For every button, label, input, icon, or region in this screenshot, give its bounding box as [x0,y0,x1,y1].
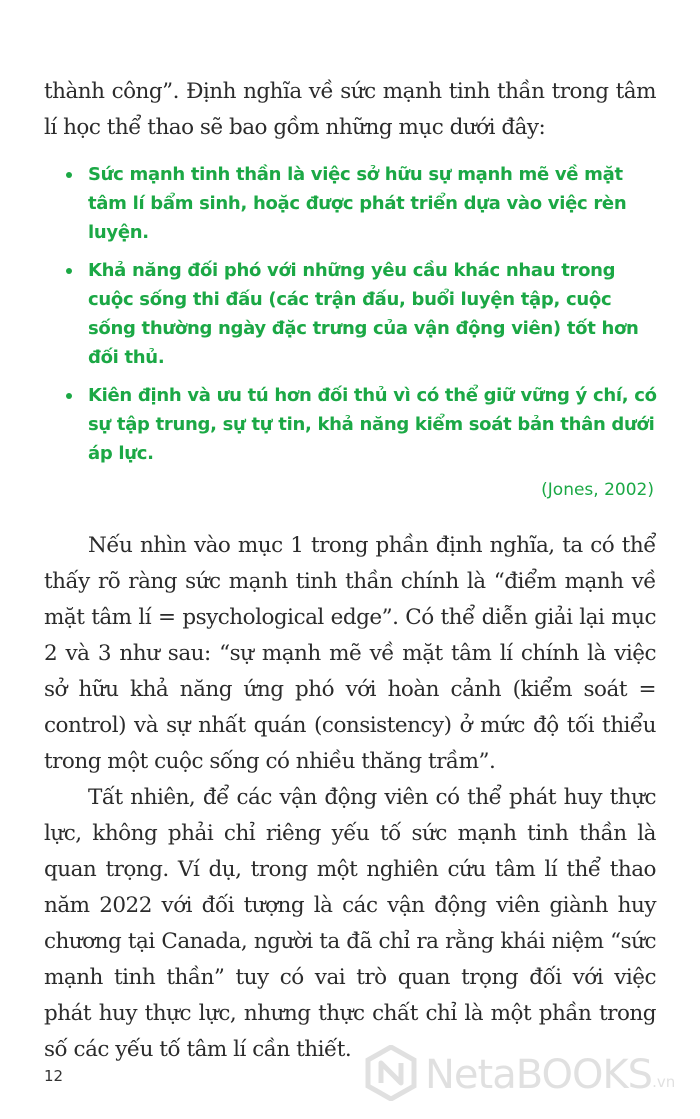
body-paragraph-2: Nếu nhìn vào mục 1 trong phần định nghĩa, ta có thể thấy rõ ràng sức mạnh tinh thần chính là “điểm mạnh về mặt tâm lí = psychological edge”. Có thể diễn giải lại mục 2 và 3 như sau: “sự mạnh mẽ về mặt tâm lí chính là việc sở hữu khả năng ứng phó với hoàn cảnh (kiểm soát = control) và sự nhất quán (consistency) ở mức độ tối thiểu trong một cuộc sống có nhiều thăng trầm”. [44,533,656,774]
watermark-brand: NetaBOOKS [425,1052,653,1098]
definition-item-1: Sức mạnh tinh thần là việc sở hữu sự mạnh mẽ về mặt tâm lí bẩm sinh, hoặc được phát triển dựa vào việc rèn luyện. [88,160,658,247]
watermark [365,1045,695,1105]
citation: (Jones, 2002) [541,480,654,500]
definition-item-2: Khả năng đối phó với những yêu cầu khác nhau trong cuộc sống thi đấu (các trận đấu, buổi luyện tập, cuộc sống thường ngày đặc trưng của vận động viên) tốt hơn đối thủ. [88,256,658,372]
body-paragraph-3: Tất nhiên, để các vận động viên có thể phát huy thực lực, không phải chỉ riêng yếu tố sức mạnh tinh thần là quan trọng. Ví dụ, trong một nghiên cứu tâm lí thể thao năm 2022 với đối tượng là các vận động viên giành huy chương tại Canada, người ta đã chỉ ra rằng khái niệm “sức mạnh tinh thần” tuy có vai trò quan trọng đối với việc phát huy thực lực, nhưng thực chất chỉ là một phần trong số các yếu tố tâm lí cần thiết. [44,785,656,1062]
intro-paragraph: thành công”. Định nghĩa về sức mạnh tinh thần trong tâm lí học thể thao sẽ bao gồm những mục dưới đây: [44,79,656,140]
definition-list [88,160,658,477]
page-number: 12 [44,1067,64,1085]
netabooks-logo-icon [365,1045,417,1105]
watermark-suffix: .vn [652,1073,676,1091]
definition-item-3: Kiên định và ưu tú hơn đối thủ vì có thể giữ vững ý chí, có sự tập trung, sự tự tin, khả năng kiểm soát bản thân dưới áp lực. [88,381,658,468]
